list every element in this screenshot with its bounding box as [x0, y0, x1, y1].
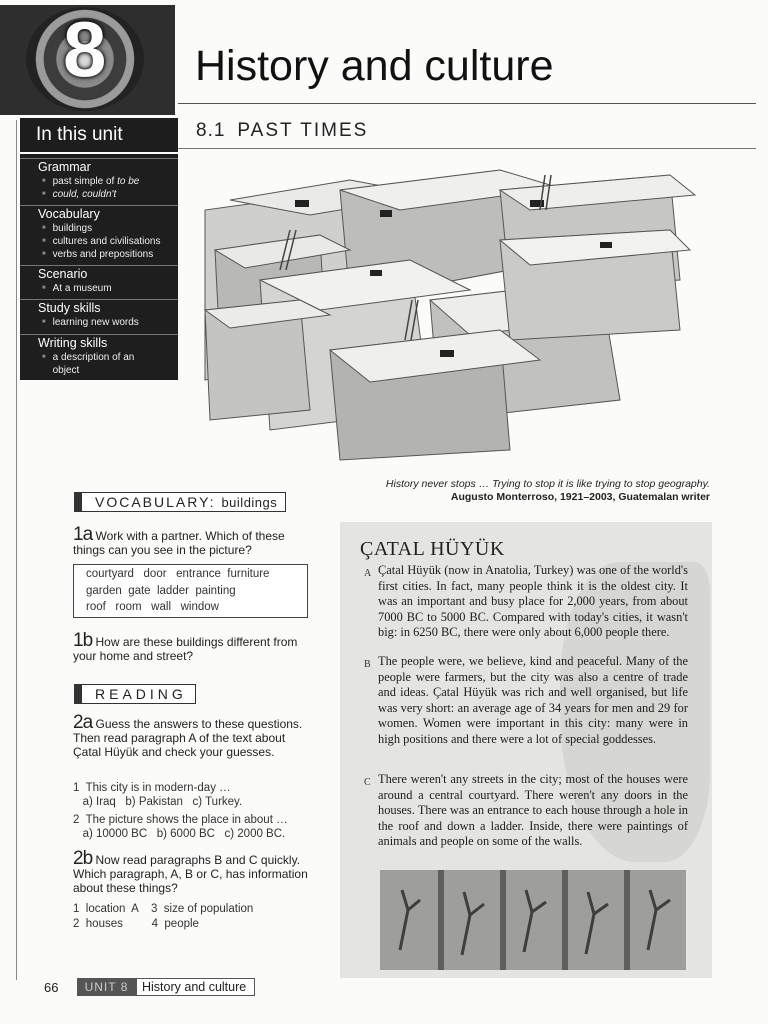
sidebar-heading: Writing skills: [38, 336, 108, 350]
word-row: roof room wall window: [86, 601, 219, 613]
sidebar-item: ■ At a museum: [20, 282, 178, 295]
exercise-number: 2b: [73, 848, 93, 869]
footer-unit-title: History and culture: [136, 978, 255, 996]
paragraph-b: The people were, we believe, kind and peaceful. Many of the people were farmers, but the city was also a centre of trade and ideas. Çatal Hüyük was rich and well organised, but life was very short: an average age of 34 years for men and 29 for women. Women were important in this city: many were in high positions and there were a lot of special goddesses.: [378, 654, 688, 746]
page-number: 66: [44, 980, 59, 995]
sidebar-item: ■ learning new words: [20, 316, 178, 329]
sidebar-scenario: [20, 265, 178, 295]
sidebar-item: ■ a description of an: [20, 351, 178, 364]
quote-author: Augusto Monterroso, 1921–2003,: [450, 491, 616, 503]
paragraph-a: Çatal Hüyük (now in Anatolia, Turkey) was one of the world's first cities. In fact, many people think it is the oldest city. It was an important and busy place for 2,000 years, from about 7000 BC to 5000 BC. Compared with today's cities, it wasn't big: in 6250 BC, there were only about 6,000 people there.: [378, 563, 688, 639]
exercise-2a: [73, 712, 313, 759]
items-row: 2 houses 4 people: [73, 918, 199, 930]
unit-number: 8: [63, 5, 107, 93]
sidebar-heading: Study skills: [38, 301, 101, 315]
question-1: 1 This city is in modern-day …: [73, 782, 231, 794]
question-2: 2 The picture shows the place in about …: [73, 814, 288, 826]
exercise-instruction: Guess the answers to these questions. Then read paragraph A of the text about Çatal Hüyük and check your guesses.: [73, 717, 303, 759]
vocabulary-label-topic: buildings: [221, 495, 278, 510]
sidebar-heading: Vocabulary: [38, 207, 100, 221]
paragraph-letter: C: [364, 777, 371, 788]
exercise-1a: [73, 524, 313, 557]
section-number: 8.1: [196, 120, 226, 141]
page-title: History and culture: [195, 42, 554, 90]
question-2-options: a) 10000 BC b) 6000 BC c) 2000 BC.: [73, 828, 286, 840]
exercise-1b: [73, 630, 313, 663]
sidebar-item: ■ buildings: [20, 222, 178, 235]
sidebar-grammar: [20, 158, 178, 201]
catal-huyuk-illustration: [200, 150, 700, 470]
question-1-options: a) Iraq b) Pakistan c) Turkey.: [73, 796, 243, 808]
exercise-number: 1a: [73, 524, 93, 545]
title-divider: [178, 103, 756, 104]
quote: [310, 478, 710, 504]
exercise-instruction: Work with a partner. Which of these things can you see in the picture?: [73, 529, 285, 557]
sidebar-heading: Scenario: [38, 267, 88, 281]
paragraph-c: There weren't any streets in the city; most of the houses were around a central courtyard. There weren't any doors in the houses. There was an entrance to each house through a hole in the roof and down a ladder. Inside, there were paintings of animals and people on some of the walls.: [378, 772, 688, 848]
paragraph-letter: B: [364, 659, 371, 670]
sidebar-vocabulary: [20, 205, 178, 261]
sidebar-item: ■ past simple of to be: [20, 175, 178, 188]
wall-painting-image: [380, 870, 686, 970]
items-row: 1 location A 3 size of population: [73, 903, 254, 915]
article-title: ÇATAL HÜYÜK: [360, 538, 505, 560]
sidebar-item: ■ verbs and prepositions: [20, 248, 178, 261]
quote-author-role: Guatemalan writer: [618, 491, 710, 503]
exercise-number: 2a: [73, 712, 93, 733]
sidebar-item: object: [52, 365, 80, 376]
exercise-number: 1b: [73, 630, 93, 651]
margin-line: [16, 120, 17, 980]
sidebar-heading: Grammar: [38, 160, 91, 174]
unit-contents-sidebar: [20, 154, 178, 380]
word-row: courtyard door entrance furniture: [86, 568, 270, 580]
word-row: garden gate ladder painting: [86, 584, 236, 597]
quote-text: History never stops … Trying to stop it is like trying to stop geography.: [385, 478, 710, 490]
sidebar-item: ■ could, couldn't: [20, 188, 178, 201]
in-this-unit-heading: In this unit: [20, 118, 178, 152]
paragraph-letter: A: [364, 568, 372, 579]
vocabulary-section-label: [80, 492, 286, 512]
sidebar-item-italic: to be: [117, 176, 140, 187]
exercise-2b: [73, 848, 313, 895]
vocabulary-label: VOCABULARY:: [95, 494, 216, 510]
section-name: PAST TIMES: [237, 120, 369, 141]
section-title: [196, 120, 368, 142]
sidebar-writing-skills: [20, 334, 178, 377]
reading-section-label: READING: [80, 684, 196, 704]
section-divider: [178, 148, 756, 149]
sidebar-item: ■ cultures and civilisations: [20, 235, 178, 248]
exercise-instruction: Now read paragraphs B and C quickly. Which paragraph, A, B or C, has information about these things?: [73, 853, 308, 895]
word-box: [73, 564, 308, 618]
exercise-instruction: How are these buildings different from your home and street?: [73, 635, 298, 663]
sidebar-study-skills: [20, 299, 178, 329]
footer-unit-label: UNIT 8: [77, 978, 136, 996]
